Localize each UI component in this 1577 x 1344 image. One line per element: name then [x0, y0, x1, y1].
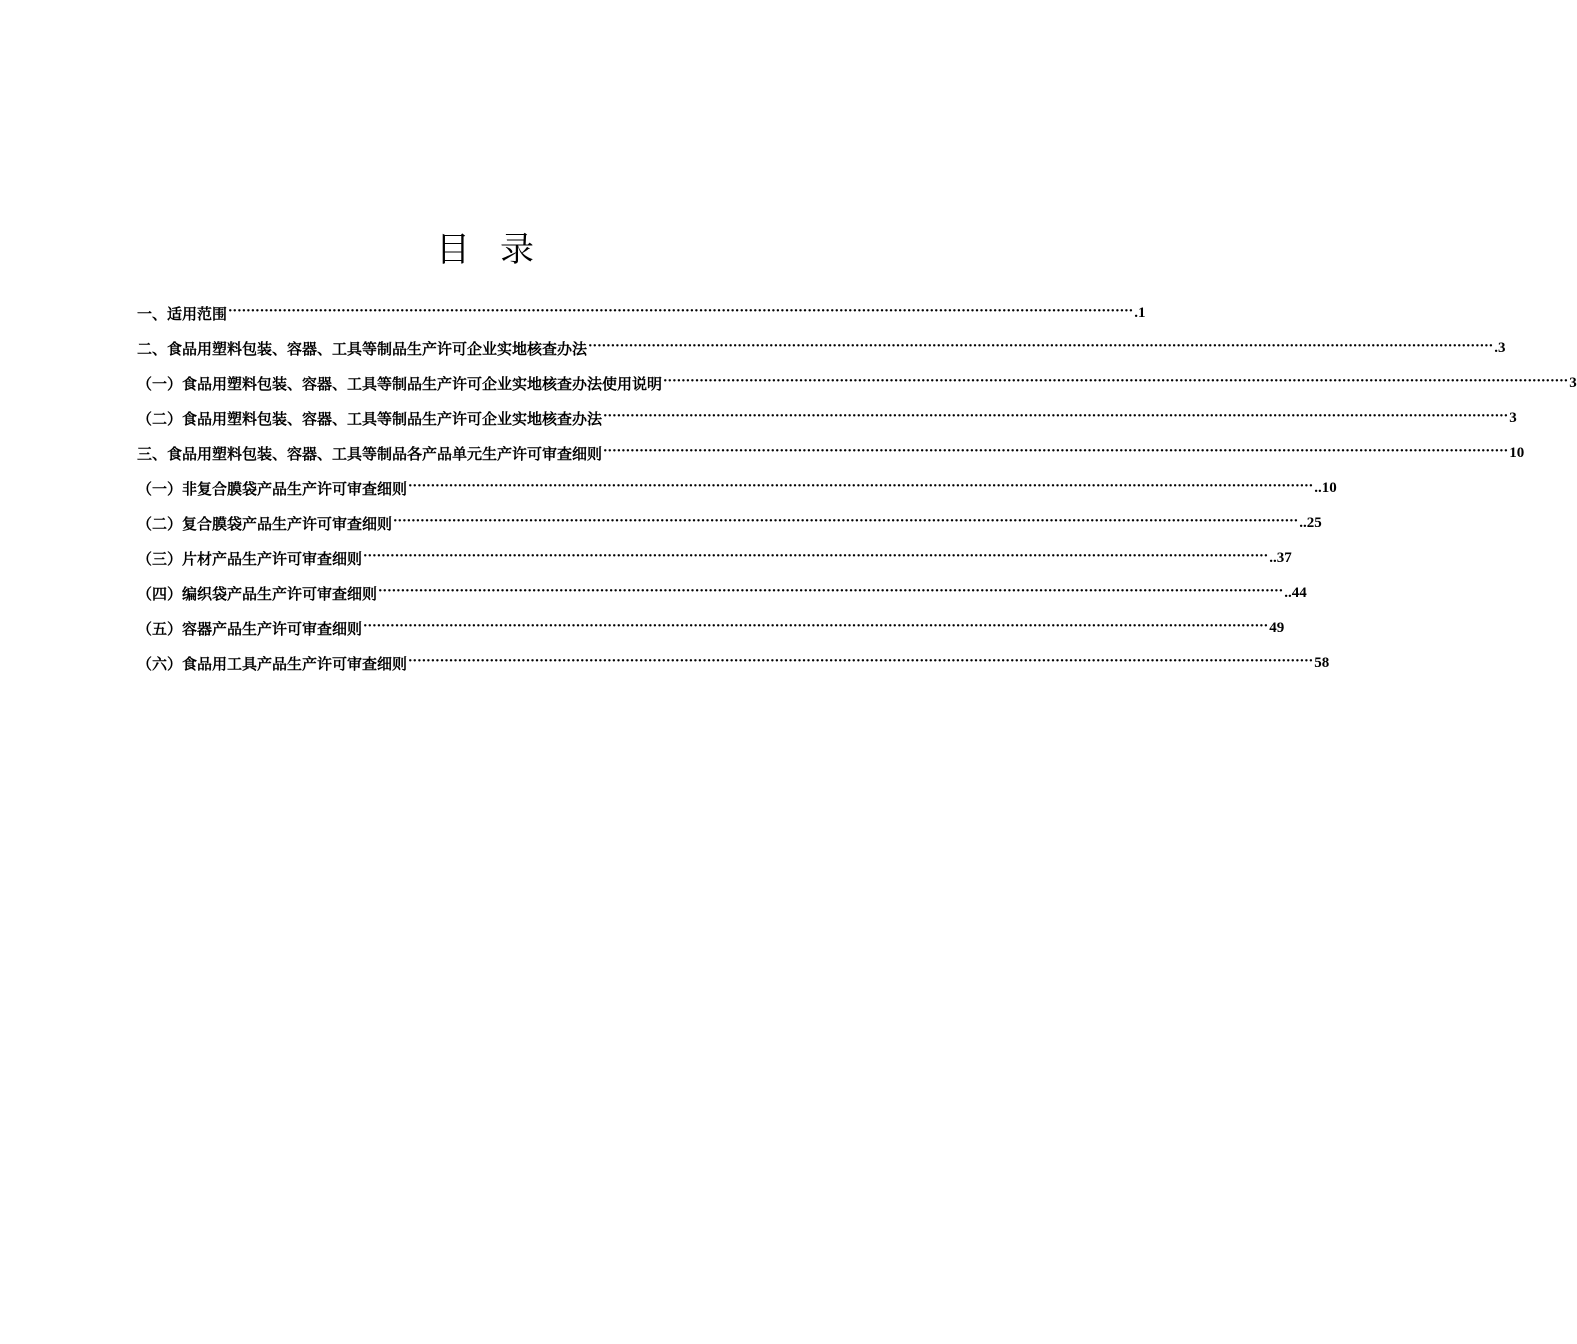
toc-entry-label: （四）编织袋产品生产许可审查细则: [137, 585, 378, 603]
dot-leader: ········································································································································································································: [588, 339, 1494, 354]
toc-entry-page: 49: [1269, 620, 1285, 636]
toc-entry-label: （六）食品用工具产品生产许可审查细则: [137, 655, 408, 673]
dot-leader: ········································································································································································································: [363, 619, 1269, 634]
toc-entry[interactable]: [137, 366, 1577, 401]
dot-leader: ········································································································································································································: [378, 584, 1284, 599]
dot-leader: ········································································································································································································: [228, 304, 1134, 319]
toc-entry[interactable]: [137, 576, 1307, 611]
toc-entry-label: （二）复合膜袋产品生产许可审查细则: [137, 515, 393, 533]
page-title: 目录: [436, 230, 564, 270]
toc-entry-page: .3: [1494, 340, 1506, 356]
toc-entry-label: （二）食品用塑料包装、容器、工具等制品生产许可企业实地核查办法: [137, 410, 603, 428]
toc-entry[interactable]: [137, 296, 1146, 331]
toc-entry-page: 3: [1569, 375, 1577, 391]
dot-leader: ········································································································································································································: [663, 374, 1569, 389]
toc-entry-page: 58: [1314, 655, 1330, 671]
dot-leader: ········································································································································································································: [363, 549, 1269, 564]
toc-entry-label: （五）容器产品生产许可审查细则: [137, 620, 363, 638]
toc-entry-label: （一）非复合膜袋产品生产许可审查细则: [137, 480, 408, 498]
toc-entry[interactable]: [137, 471, 1337, 506]
toc-entry[interactable]: [137, 646, 1330, 681]
dot-leader: ········································································································································································································: [408, 654, 1314, 669]
toc-entry-page: 10: [1509, 445, 1525, 461]
table-of-contents: [137, 296, 1577, 681]
toc-entry-page: ..10: [1314, 480, 1337, 496]
toc-entry-page: ..25: [1299, 515, 1322, 531]
toc-entry-label: 一、适用范围: [137, 305, 228, 323]
toc-entry[interactable]: [137, 611, 1285, 646]
toc-entry-label: 二、食品用塑料包装、容器、工具等制品生产许可企业实地核查办法: [137, 340, 588, 358]
toc-entry-label: （三）片材产品生产许可审查细则: [137, 550, 363, 568]
toc-entry-page: 3: [1509, 410, 1517, 426]
toc-entry[interactable]: [137, 401, 1517, 436]
toc-entry[interactable]: [137, 541, 1292, 576]
toc-entry-page: ..37: [1269, 550, 1292, 566]
toc-entry[interactable]: [137, 506, 1322, 541]
toc-entry-page: ..44: [1284, 585, 1307, 601]
dot-leader: ········································································································································································································: [393, 514, 1299, 529]
dot-leader: ········································································································································································································: [603, 444, 1509, 459]
toc-entry-page: .1: [1134, 305, 1146, 321]
toc-entry[interactable]: [137, 331, 1506, 366]
toc-entry-label: 三、食品用塑料包装、容器、工具等制品各产品单元生产许可审查细则: [137, 445, 603, 463]
dot-leader: ········································································································································································································: [603, 409, 1509, 424]
toc-entry-label: （一）食品用塑料包装、容器、工具等制品生产许可企业实地核查办法使用说明: [137, 375, 663, 393]
toc-entry[interactable]: [137, 436, 1525, 471]
dot-leader: ········································································································································································································: [408, 479, 1314, 494]
